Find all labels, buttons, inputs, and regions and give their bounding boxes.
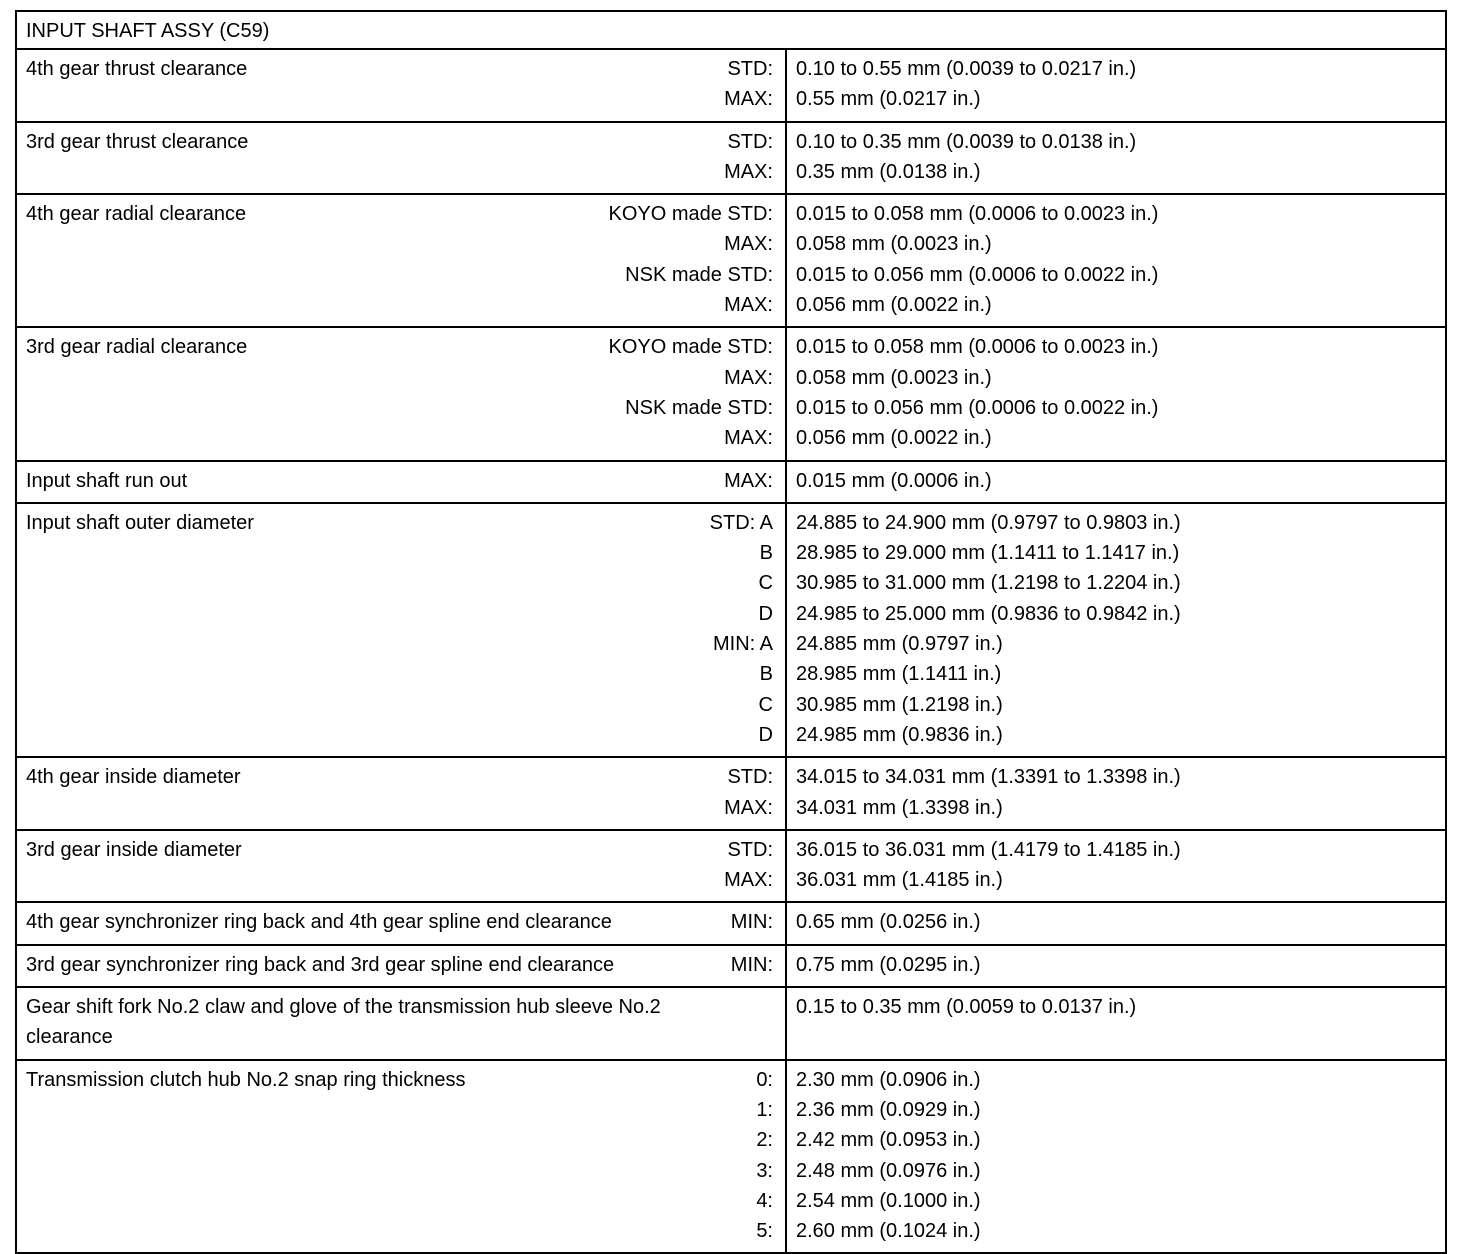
spec-value: 0.015 to 0.058 mm (0.0006 to 0.0023 in.) [796, 336, 1159, 359]
item-name: 4th gear radial clearance [26, 203, 247, 226]
item-name: Transmission clutch hub No.2 snap ring thickness [26, 1068, 466, 1091]
spec-label: STD: [727, 58, 773, 80]
spec-labels [17, 508, 785, 750]
item-cell [17, 988, 787, 1059]
spec-label: STD: A [709, 511, 773, 534]
item-name: Input shaft outer diameter [26, 511, 254, 534]
spec-value: 0.015 mm (0.0006 in.) [796, 469, 992, 492]
spec-value: 24.885 to 24.900 mm (0.9797 to 0.9803 in.) [796, 511, 1181, 534]
spec-label: NSK made STD: [625, 396, 773, 419]
table-row [17, 758, 1445, 831]
value-cell [787, 831, 1445, 902]
item-cell [17, 758, 787, 829]
spec-value: 2.60 mm (0.1024 in.) [796, 1220, 981, 1243]
value-cell [787, 195, 1445, 326]
item-name: 4th gear synchronizer ring back and 4th gear spline end clearance [26, 911, 612, 934]
spec-label: 2: [756, 1129, 773, 1152]
spec-label: MIN: [730, 911, 773, 934]
spec-value: 30.985 to 31.000 mm (1.2198 to 1.2204 in.) [796, 572, 1181, 595]
item-cell [17, 903, 787, 943]
spec-value: 0.55 mm (0.0217 in.) [796, 88, 981, 111]
spec-value: 0.35 mm (0.0138 in.) [796, 160, 981, 183]
spec-value: 2.54 mm (0.1000 in.) [796, 1189, 981, 1212]
spec-label: KOYO made STD: [608, 336, 773, 359]
table-row [17, 1061, 1445, 1253]
spec-table [15, 10, 1447, 1254]
spec-value: 0.15 to 0.35 mm (0.0059 to 0.0137 in.) [796, 996, 1137, 1019]
item-cell [17, 195, 787, 326]
spec-label: MAX: [724, 366, 773, 389]
spec-value: 0.058 mm (0.0023 in.) [796, 233, 992, 256]
spec-label: 5: [756, 1220, 773, 1243]
spec-value: 34.015 to 34.031 mm (1.3391 to 1.3398 in.) [796, 766, 1181, 789]
value-cell [787, 758, 1445, 829]
spec-label: MIN: A [712, 633, 773, 656]
table-row [17, 328, 1445, 461]
spec-value: 30.985 mm (1.2198 in.) [796, 693, 1003, 716]
item-cell [17, 123, 787, 194]
value-cell [787, 328, 1445, 459]
item-name: 3rd gear inside diameter [26, 838, 242, 861]
spec-value: 2.36 mm (0.0929 in.) [796, 1098, 981, 1121]
spec-rows [17, 50, 1445, 1252]
spec-value: 2.42 mm (0.0953 in.) [796, 1129, 981, 1152]
spec-value: 0.015 to 0.058 mm (0.0006 to 0.0023 in.) [796, 203, 1159, 226]
spec-value: 2.48 mm (0.0976 in.) [796, 1159, 981, 1182]
spec-label: STD: [727, 766, 773, 789]
spec-value: 0.056 mm (0.0022 in.) [796, 427, 992, 450]
table-title: INPUT SHAFT ASSY (C59) [17, 12, 1445, 50]
table-row [17, 903, 1445, 945]
spec-label: MAX: [724, 427, 773, 450]
value-cell [787, 988, 1445, 1059]
spec-value: 24.985 mm (0.9836 in.) [796, 723, 1003, 746]
spec-label: 4: [756, 1189, 773, 1212]
item-cell [17, 50, 787, 121]
table-row [17, 831, 1445, 904]
item-name: Input shaft run out [26, 469, 188, 492]
value-cell [787, 504, 1445, 756]
spec-label: MAX: [724, 796, 773, 819]
spec-label: MAX: [724, 160, 773, 183]
item-cell [17, 328, 787, 459]
spec-value: 2.30 mm (0.0906 in.) [796, 1068, 981, 1091]
spec-label: 1: [756, 1098, 773, 1121]
value-cell [787, 123, 1445, 194]
spec-label: 0: [756, 1068, 773, 1091]
spec-label: MAX: [724, 88, 773, 111]
spec-label: B [759, 663, 773, 686]
value-cell [787, 946, 1445, 986]
item-cell [17, 831, 787, 902]
item-cell [17, 504, 787, 756]
table-row [17, 462, 1445, 504]
table-row [17, 123, 1445, 196]
spec-label: NSK made STD: [625, 263, 773, 286]
item-cell [17, 946, 787, 986]
spec-value: 34.031 mm (1.3398 in.) [796, 796, 1003, 819]
spec-label: 3: [756, 1159, 773, 1182]
spec-label: MAX: [724, 469, 773, 492]
spec-label: MAX: [724, 869, 773, 892]
table-row [17, 988, 1445, 1061]
item-cell [17, 1061, 787, 1253]
spec-value: 0.10 to 0.35 mm (0.0039 to 0.0138 in.) [796, 130, 1137, 153]
item-name: 3rd gear radial clearance [26, 336, 248, 359]
spec-value: 0.10 to 0.55 mm (0.0039 to 0.0217 in.) [796, 58, 1137, 80]
value-cell [787, 1061, 1445, 1253]
spec-label: MIN: [730, 953, 773, 976]
spec-value: 0.75 mm (0.0295 in.) [796, 953, 981, 976]
table-row [17, 504, 1445, 758]
spec-label: D [758, 723, 773, 746]
spec-value [796, 1022, 1445, 1052]
spec-label: STD: [727, 130, 773, 153]
spec-value: 24.985 to 25.000 mm (0.9836 to 0.9842 in.) [796, 602, 1181, 625]
spec-label: MAX: [724, 294, 773, 317]
item-name: 3rd gear synchronizer ring back and 3rd gear spline end clearance [26, 953, 615, 976]
spec-value: 24.885 mm (0.9797 in.) [796, 633, 1003, 656]
spec-value: 28.985 to 29.000 mm (1.1411 to 1.1417 in.) [796, 542, 1180, 565]
table-row [17, 50, 1445, 123]
spec-label: C [758, 572, 773, 595]
spec-label: D [758, 602, 773, 625]
spec-label: B [759, 542, 773, 565]
item-name: 4th gear thrust clearance [26, 58, 248, 80]
spec-value: 0.65 mm (0.0256 in.) [796, 911, 981, 934]
value-cell [787, 903, 1445, 943]
spec-value: 0.015 to 0.056 mm (0.0006 to 0.0022 in.) [796, 396, 1159, 419]
spec-label: C [758, 693, 773, 716]
table-row [17, 195, 1445, 328]
spec-value: 0.058 mm (0.0023 in.) [796, 366, 992, 389]
item-name: 3rd gear thrust clearance [26, 130, 249, 153]
spec-value: 36.015 to 36.031 mm (1.4179 to 1.4185 in.) [796, 838, 1181, 861]
value-cell [787, 462, 1445, 502]
spec-label: KOYO made STD: [608, 203, 773, 226]
spec-value: 0.015 to 0.056 mm (0.0006 to 0.0022 in.) [796, 263, 1159, 286]
spec-value: 36.031 mm (1.4185 in.) [796, 869, 1003, 892]
spec-value: 28.985 mm (1.1411 in.) [796, 663, 1002, 686]
spec-label: MAX: [724, 233, 773, 256]
item-name: Gear shift fork No.2 claw and glove of the transmission hub sleeve No.2 clearance [26, 996, 661, 1049]
value-cell [787, 50, 1445, 121]
spec-label: STD: [727, 838, 773, 861]
table-row [17, 946, 1445, 988]
item-name: 4th gear inside diameter [26, 766, 241, 789]
spec-value: 0.056 mm (0.0022 in.) [796, 294, 992, 317]
item-cell [17, 462, 787, 502]
